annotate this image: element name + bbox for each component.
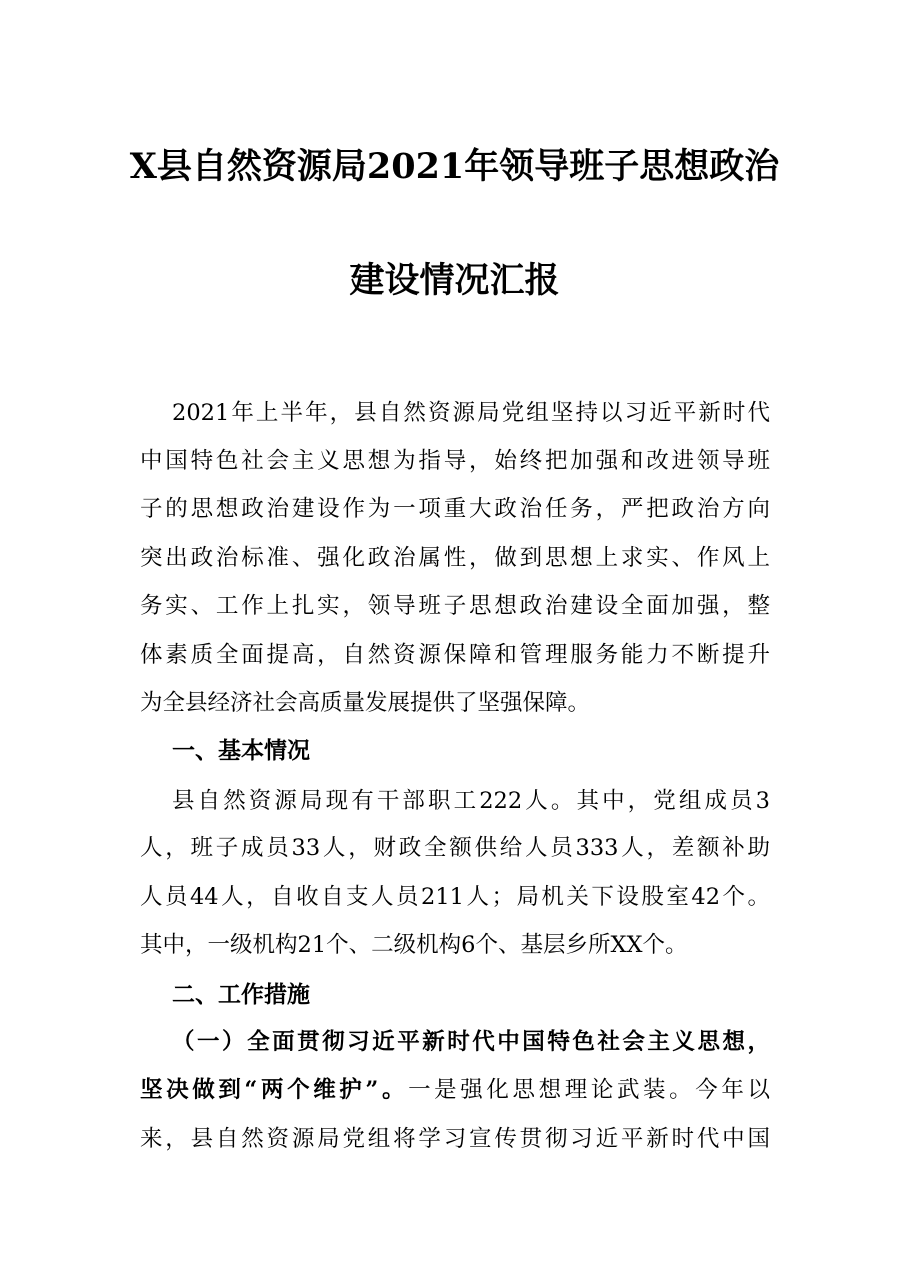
intro-paragraph-line: 务实、工作上扎实，领导班子思想政治建设全面加强，整 — [140, 593, 770, 619]
basic-situation-line: 人，班子成员33人，财政全额供给人员333人，差额补助 — [140, 835, 770, 861]
intro-paragraph-line: 2021年上半年，县自然资源局党组坚持以习近平新时代 — [172, 400, 770, 426]
subsection-mixed-line — [140, 1075, 770, 1105]
subsection-heading-line: （一）全面贯彻习近平新时代中国特色社会主义思想， — [172, 1029, 770, 1055]
subsection-heading-end: 坚决做到“两个维护”。 — [140, 1077, 409, 1103]
intro-paragraph-line: 子的思想政治建设作为一项重大政治任务，严把政治方向 — [140, 496, 770, 522]
basic-situation-line: 其中，一级机构21个、二级机构6个、基层乡所XX个。 — [140, 932, 688, 958]
section-heading-basic-situation: 一、基本情况 — [172, 737, 310, 764]
section-heading-work-measures: 二、工作措施 — [172, 981, 310, 1008]
document-title-line-1: X县自然资源局2021年领导班子思想政治 — [129, 146, 780, 187]
intro-paragraph-line: 中国特色社会主义思想为指导，始终把加强和改进领导班 — [140, 448, 770, 474]
subsection-body-start: 一是强化思想理论武装。今年以 — [408, 1077, 770, 1103]
intro-paragraph-line: 为全县经济社会高质量发展提供了坚强保障。 — [140, 690, 591, 716]
subsection-body-line: 来，县自然资源局党组将学习宣传贯彻习近平新时代中国 — [140, 1126, 770, 1152]
basic-situation-line: 人员44人，自收自支人员211人；局机关下设股室42个。 — [140, 884, 770, 910]
intro-paragraph-line: 突出政治标准、强化政治属性，做到思想上求实、作风上 — [140, 545, 770, 571]
intro-paragraph-line: 体素质全面提高，自然资源保障和管理服务能力不断提升 — [140, 642, 770, 668]
document-title-line-2: 建设情况汇报 — [349, 260, 560, 301]
basic-situation-line: 县自然资源局现有干部职工222人。其中，党组成员3 — [172, 788, 770, 814]
